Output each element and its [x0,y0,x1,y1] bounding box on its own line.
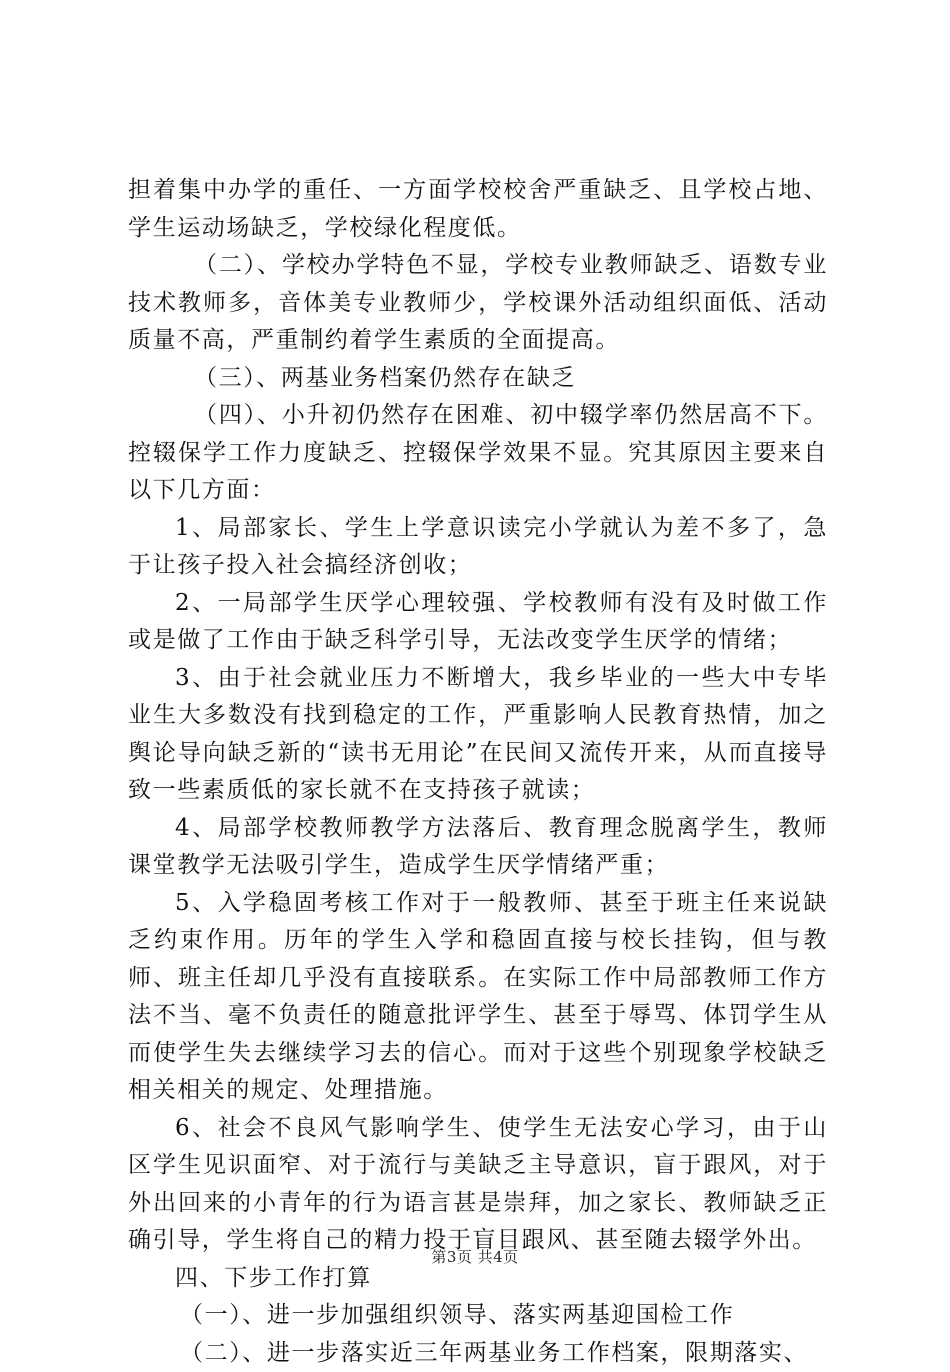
paragraph-step-2: （二）、进一步落实近三年两基业务工作档案，限期落实、 [128,1335,828,1372]
paragraph-reason-2: 2、一局部学生厌学心理较强、学校教师有没有及时做工作或是做了工作由于缺乏科学引导，无法改变学生厌学的情绪； [128,585,828,660]
paragraph-reason-6: 6、社会不良风气影响学生、使学生无法安心学习，由于山区学生见识面窄、对于流行与美缺乏主导意识，盲于跟风，对于外出回来的小青年的行为语言甚是崇拜，加之家长、教师缺乏正确引导，学生将自己的精力投于盲目跟风、甚至随去辍学外出。 [128,1110,828,1260]
paragraph-section-4: （四）、小升初仍然存在困难、初中辍学率仍然居高不下。控辍保学工作力度缺乏、控辍保学效果不显。究其原因主要来自以下几方面： [128,397,828,510]
paragraph-section-3: （三）、两基业务档案仍然存在缺乏 [128,360,828,398]
paragraph-continuation: 担着集中办学的重任、一方面学校校舍严重缺乏、且学校占地、学生运动场缺乏，学校绿化程度低。 [128,172,828,247]
page-footer: 第3页 共4页 [0,1246,950,1267]
paragraph-reason-1: 1、局部家长、学生上学意识读完小学就认为差不多了，急于让孩子投入社会搞经济创收； [128,510,828,585]
paragraph-step-1: （一）、进一步加强组织领导、落实两基迎国检工作 [128,1297,828,1335]
heading-next-steps: 四、下步工作打算 [128,1260,828,1298]
paragraph-reason-5: 5、入学稳固考核工作对于一般教师、甚至于班主任来说缺乏约束作用。历年的学生入学和稳固直接与校长挂钩，但与教师、班主任却几乎没有直接联系。在实际工作中局部教师工作方法不当、毫不负责任的随意批评学生、甚至于辱骂、体罚学生从而使学生失去继续学习去的信心。而对于这些个别现象学校缺乏相关相关的规定、处理措施。 [128,885,828,1110]
paragraph-section-2: （二）、学校办学特色不显，学校专业教师缺乏、语数专业技术教师多，音体美专业教师少，学校课外活动组织面低、活动质量不高，严重制约着学生素质的全面提高。 [128,247,828,360]
paragraph-reason-4: 4、局部学校教师教学方法落后、教育理念脱离学生，教师课堂教学无法吸引学生，造成学生厌学情绪严重； [128,810,828,885]
paragraph-reason-3: 3、由于社会就业压力不断增大，我乡毕业的一些大中专毕业生大多数没有找到稳定的工作，严重影响人民教育热情，加之舆论导向缺乏新的“读书无用论”在民间又流传开来，从而直接导致一些素质低的家长就不在支持孩子就读； [128,660,828,810]
body-text [128,172,828,1372]
